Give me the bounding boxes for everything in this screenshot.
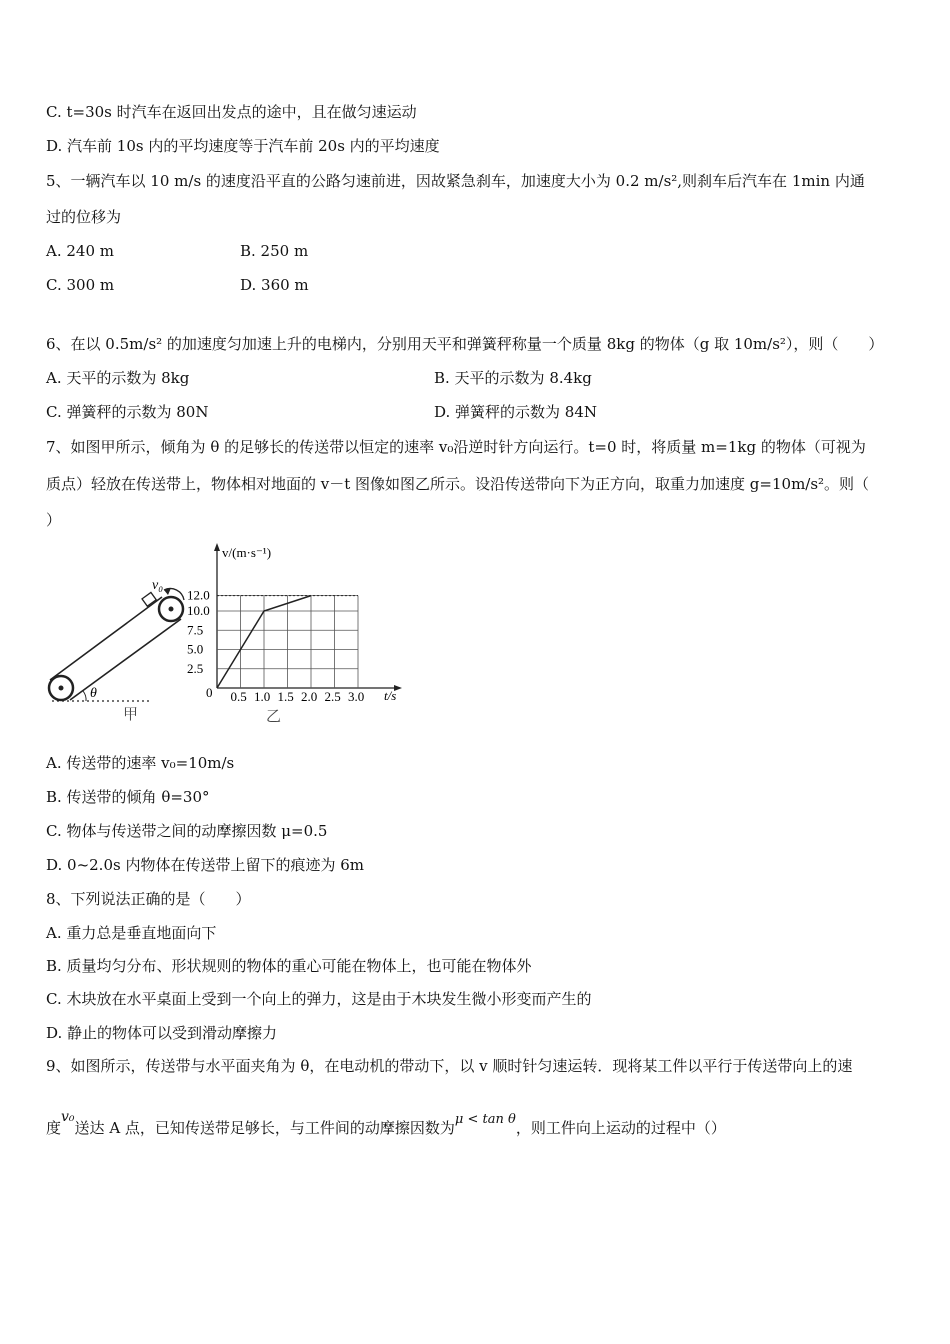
q7-option-b: B. 传送带的倾角 θ=30° — [46, 788, 210, 806]
belt-top-edge — [50, 597, 162, 680]
q9-v0-formula: v₀ — [61, 1109, 75, 1125]
origin-label: 0 — [206, 685, 213, 700]
q7-option-c: C. 物体与传送带之间的动摩擦因数 μ=0.5 — [46, 822, 328, 840]
x-tick-label: 1.0 — [254, 689, 271, 704]
q9-text-pre: 度 — [46, 1119, 62, 1137]
q5-stem-line2: 过的位移为 — [46, 208, 122, 226]
q9-mu-formula: μ < tan θ — [454, 1112, 516, 1127]
q7-figure — [40, 540, 420, 730]
q7-option-d: D. 0~2.0s 内物体在传送带上留下的痕迹为 6m — [46, 856, 364, 874]
y-tick-label: 10.0 — [187, 603, 210, 618]
q9-text-mid: 送达 A 点，已知传送带足够长，与工件间的动摩擦因数为 — [74, 1119, 455, 1137]
q5-option-a: A. 240 m — [46, 242, 114, 260]
x-tick-labels — [231, 689, 365, 704]
q8-stem: 8、下列说法正确的是（ ） — [46, 890, 251, 908]
q6-option-b: B. 天平的示数为 8.4kg — [434, 369, 592, 387]
v0-label: v₀ — [152, 578, 164, 593]
grid-lines — [217, 596, 358, 688]
jia-label: 甲 — [123, 707, 139, 723]
q6-option-d: D. 弹簧秤的示数为 84N — [434, 403, 598, 421]
vt-graph — [187, 543, 402, 725]
q8-option-a: A. 重力总是垂直地面向下 — [46, 924, 217, 942]
x-tick-label: 2.5 — [324, 689, 341, 704]
q5-option-b: B. 250 m — [240, 242, 309, 260]
q6-stem: 6、在以 0.5m/s² 的加速度匀加速上升的电梯内，分别用天平和弹簧秤称量一个质量 8kg 的物体（g 取 10m/s²），则（ ） — [46, 335, 884, 353]
q9-stem-line2 — [46, 1109, 726, 1140]
q7-figure-svg — [40, 540, 420, 730]
q5-option-c: C. 300 m — [46, 276, 115, 294]
q5-option-d: D. 360 m — [240, 276, 309, 294]
y-tick-labels — [187, 588, 210, 676]
y-axis-arrow — [214, 543, 220, 551]
lower-pulley-axle — [59, 686, 64, 691]
q7-stem-line2: 质点）轻放在传送带上，物体相对地面的 v－t 图像如图乙所示。设沿传送带向下为正方向，取重力加速度 g=10m/s²。则（ — [46, 475, 870, 493]
belt-bottom-edge — [70, 619, 181, 700]
q8-option-c: C. 木块放在水平桌面上受到一个向上的弹力，这是由于木块发生微小形变而产生的 — [46, 990, 592, 1008]
q6-option-a: A. 天平的示数为 8kg — [46, 369, 190, 387]
q4-option-d: D. 汽车前 10s 内的平均速度等于汽车前 20s 内的平均速度 — [46, 137, 440, 155]
x-tick-label: 3.0 — [348, 689, 365, 704]
y-tick-label: 2.5 — [187, 660, 204, 676]
y-tick-label: 12.0 — [187, 587, 210, 603]
q8-option-d: D. 静止的物体可以受到滑动摩擦力 — [46, 1024, 278, 1042]
q4-option-c: C. t=30s 时汽车在返回出发点的途中，且在做匀速运动 — [46, 103, 417, 121]
y-axis-label: v/(m·s⁻¹) — [222, 545, 272, 560]
q5-stem-line1: 5、一辆汽车以 10 m/s 的速度沿平直的公路匀速前进，因故紧急刹车，加速度大小为 0.2 m/s²,则刹车后汽车在 1min 内通 — [46, 172, 865, 190]
x-axis-label: t/s — [384, 688, 397, 703]
x-tick-label: 0.5 — [230, 689, 247, 704]
q9-stem-line1: 9、如图所示，传送带与水平面夹角为 θ，在电动机的带动下，以 v 顺时针匀速运转．现将某工件以平行于传送带向上的速 — [46, 1057, 853, 1075]
q9-text-post: ，则工件向上运动的过程中（） — [515, 1119, 726, 1137]
q7-option-a: A. 传送带的速率 v₀=10m/s — [46, 754, 235, 772]
y-tick-label: 7.5 — [187, 622, 204, 638]
y-tick-label: 5.0 — [187, 641, 204, 657]
upper-pulley-axle — [169, 607, 174, 612]
theta-arc — [83, 691, 86, 701]
theta-label: θ — [90, 686, 97, 701]
conveyor-belt-diagram — [49, 578, 184, 723]
block-on-belt — [142, 592, 156, 606]
x-tick-label: 2.0 — [301, 689, 318, 704]
q6-option-c: C. 弹簧秤的示数为 80N — [46, 403, 209, 421]
q7-stem-line3: ） — [46, 511, 62, 529]
x-tick-label: 1.5 — [277, 689, 294, 704]
q8-option-b: B. 质量均匀分布、形状规则的物体的重心可能在物体上，也可能在物体外 — [46, 957, 532, 975]
yi-label: 乙 — [266, 709, 282, 725]
q7-stem-line1: 7、如图甲所示，倾角为 θ 的足够长的传送带以恒定的速率 v₀沿逆时针方向运行。t=0 时，将质量 m=1kg 的物体（可视为 — [46, 438, 866, 456]
